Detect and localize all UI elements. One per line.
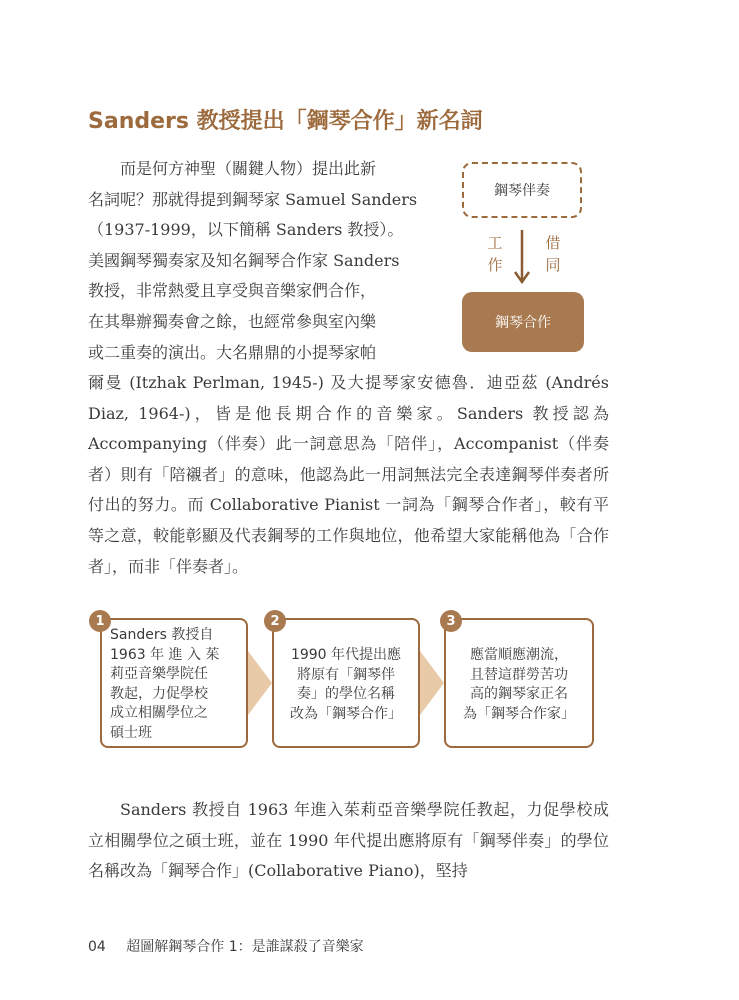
body-paragraph: 爾曼 (Itzhak Perlman, 1945-) 及大提琴家安德魯．迪亞茲 (Andrés Diaz, 1964-)，皆是他長期合作的音樂家。Sanders 教授認為 Accompanying（伴奏）此一詞意思為「陪伴」，Accompanist（伴奏者）則有「陪襯者」的意味，他認為此一用詞無法完全表達鋼琴伴奏者所付出的努力。而 Collaborative Pianist 一詞為「鋼琴合作者」，較有平等之意，較能彰顯及代表鋼琴的工作與地位，他希望大家能稱他為「合作者」，而非「伴奏者」。 bbox=[88, 373, 609, 576]
step-number-3: 3 bbox=[440, 610, 462, 632]
accompaniment-box: 鋼琴伴奏 bbox=[462, 162, 582, 218]
text-line: 美國鋼琴獨奏家及知名鋼琴合作家 Sanders bbox=[88, 250, 400, 270]
text-line: 教授，非常熱愛且享受與音樂家們合作， bbox=[88, 281, 377, 301]
step-box-3 bbox=[444, 618, 594, 748]
right-arrow-icon bbox=[248, 651, 272, 715]
intro-lines bbox=[88, 154, 438, 368]
text-line: （1937-1999，以下簡稱 Sanders 教授）。 bbox=[88, 220, 404, 240]
step-box-2 bbox=[272, 618, 420, 748]
page-number: 04 bbox=[88, 939, 106, 955]
text-line: 而是何方神聖（關鍵人物）提出此新 bbox=[120, 159, 377, 178]
step-number-1: 1 bbox=[89, 610, 111, 632]
step-text: 應當順應潮流， 且替這群勞苦功 高的鋼琴家正名 為「鋼琴合作家」 bbox=[463, 647, 575, 722]
step-text: 1990 年代提出應 將原有「鋼琴伴 奏」的學位名稱 改為「鋼琴合作」 bbox=[290, 647, 402, 722]
text-line: 在其舉辦獨奏會之餘，也經常參與室內樂 bbox=[88, 311, 377, 331]
down-arrow-icon bbox=[513, 230, 531, 288]
step-box-1 bbox=[100, 618, 248, 748]
section-heading: Sanders 教授提出「鋼琴合作」新名詞 bbox=[88, 109, 483, 134]
body-paragraph-2: Sanders 教授自 1963 年進入茱莉亞音樂學院任教起，力促學校成立相關學位之碩士班，並在 1990 年代提出應將原有「鋼琴伴奏」的學位名稱改為「鋼琴合作」(Collaborative Piano)，堅持 bbox=[88, 800, 609, 881]
text-line: 名詞呢？那就得提到鋼琴家 Samuel Sanders bbox=[88, 189, 418, 209]
text-line: 或二重奏的演出。大名鼎鼎的小提琴家帕 bbox=[88, 342, 377, 362]
step-number-2: 2 bbox=[264, 610, 286, 632]
right-arrow-icon bbox=[420, 651, 444, 715]
collaboration-box: 鋼琴合作 bbox=[462, 292, 584, 352]
book-title: 超圖解鋼琴合作 1：是誰謀殺了音樂家 bbox=[126, 939, 364, 955]
step-text: Sanders 教授自 1963 年 進 入 茱 莉亞音樂學院任 教起，力促學校 成立相關學位之 碩士班 bbox=[110, 627, 220, 741]
work-label: 工作 bbox=[487, 234, 503, 274]
borrow-label: 借同 bbox=[545, 234, 561, 274]
page-footer bbox=[88, 936, 364, 956]
